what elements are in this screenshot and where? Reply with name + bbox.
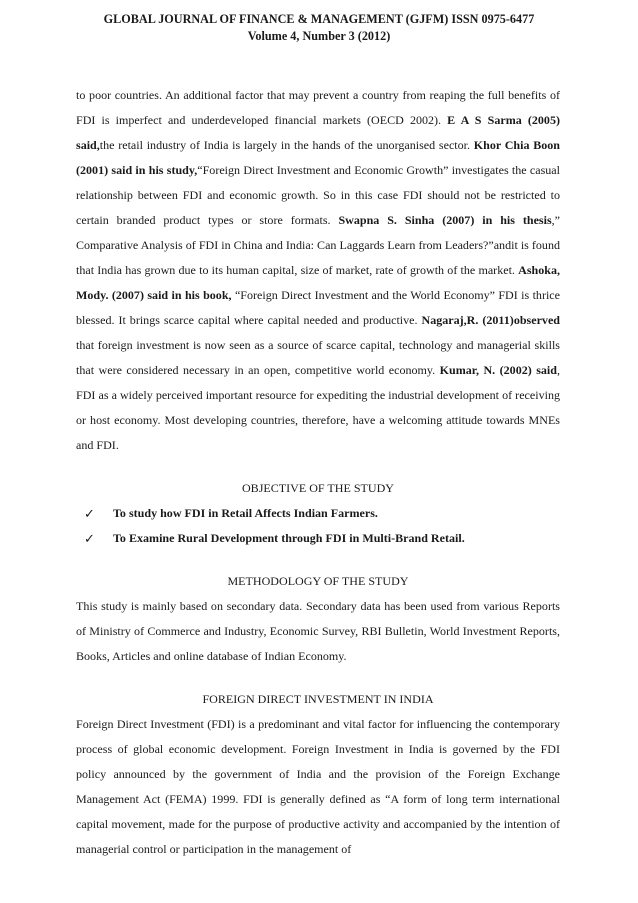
journal-header	[70, 11, 568, 45]
journal-title: GLOBAL JOURNAL OF FINANCE & MANAGEMENT (GJFM) ISSN 0975-6477	[103, 12, 535, 26]
list-item	[84, 526, 560, 551]
literature-review-paragraph	[76, 83, 560, 458]
list-item	[84, 501, 560, 526]
methodology-heading: METHODOLOGY OF THE STUDY	[227, 574, 409, 588]
fdi-heading: FOREIGN DIRECT INVESTMENT IN INDIA	[202, 692, 434, 706]
objective-heading: OBJECTIVE OF THE STUDY	[241, 481, 395, 495]
intro-text-6: that foreign investment is now seen as a source of scarce capital, technology and managerial skills that were considered necessary in an open, competitive world economy.	[76, 338, 560, 377]
page-body	[76, 83, 560, 862]
intro-text-1: to poor countries. An additional factor that may prevent a country from reaping the full benefits of FDI is imperfect and underdeveloped financial markets (OECD 2002).	[76, 88, 560, 127]
citation-khor: Khor Chia Boon (2001) said in his study,	[76, 138, 560, 177]
methodology-paragraph: This study is mainly based on secondary data. Secondary data has been used from various Reports of Ministry of Commerce and Industry, Economic Survey, RBI Bulletin, World Investment Reports, Books, Articles and online database of Indian Economy.	[76, 599, 560, 663]
checkmark-icon: ✓	[84, 531, 95, 546]
intro-text-2: the retail industry of India is largely in the hands of the unorganised sector.	[99, 138, 474, 152]
fdi-paragraph: Foreign Direct Investment (FDI) is a predominant and vital factor for influencing the contemporary process of global economic development. Foreign Investment in India is governed by the FDI policy announced by the government of India and the provision of the Foreign Exchange Management Act (FEMA) 1999. FDI is generally defined as “A form of long term international capital movement, made for the purpose of productive activity and accompanied by the intention of managerial control or participation in the management of	[76, 717, 560, 856]
objective-list	[76, 501, 560, 551]
citation-sarma: E A S Sarma (2005) said,	[76, 113, 560, 152]
objective-item-text: To study how FDI in Retail Affects Indian Farmers.	[113, 506, 378, 520]
intro-text-5: “Foreign Direct Investment and the World Economy” FDI is thrice blessed. It brings scarce capital where capital needed and productive.	[76, 288, 560, 327]
citation-sinha: Swapna S. Sinha (2007) in his thesis	[338, 213, 552, 227]
checkmark-icon: ✓	[84, 506, 95, 521]
intro-text-4: ,” Comparative Analysis of FDI in China and India: Can Laggards Learn from Leaders?”andit is found that India has grown due to its human capital, size of market, rate of growth of the market.	[76, 213, 560, 277]
spacer	[76, 551, 560, 569]
spacer	[76, 669, 560, 687]
objective-item-text: To Examine Rural Development through FDI in Multi-Brand Retail.	[113, 531, 465, 545]
citation-kumar: Kumar, N. (2002) said	[439, 363, 557, 377]
intro-text-7: , FDI as a widely perceived important resource for expediting the industrial development of receiving or host economy. Most developing countries, therefore, have a welcoming attitude towards MNEs and FDI.	[76, 363, 560, 452]
journal-volume: Volume 4, Number 3 (2012)	[247, 29, 391, 43]
intro-text-3: “Foreign Direct Investment and Economic Growth” investigates the casual relationship between FDI and economic growth. So in this case FDI should not be restricted to certain branded product types or store formats.	[76, 163, 560, 227]
citation-nagaraj: Nagaraj,R. (2011)observed	[421, 313, 560, 327]
spacer	[76, 458, 560, 476]
citation-ashoka: Ashoka, Mody. (2007) said in his book,	[76, 263, 560, 302]
